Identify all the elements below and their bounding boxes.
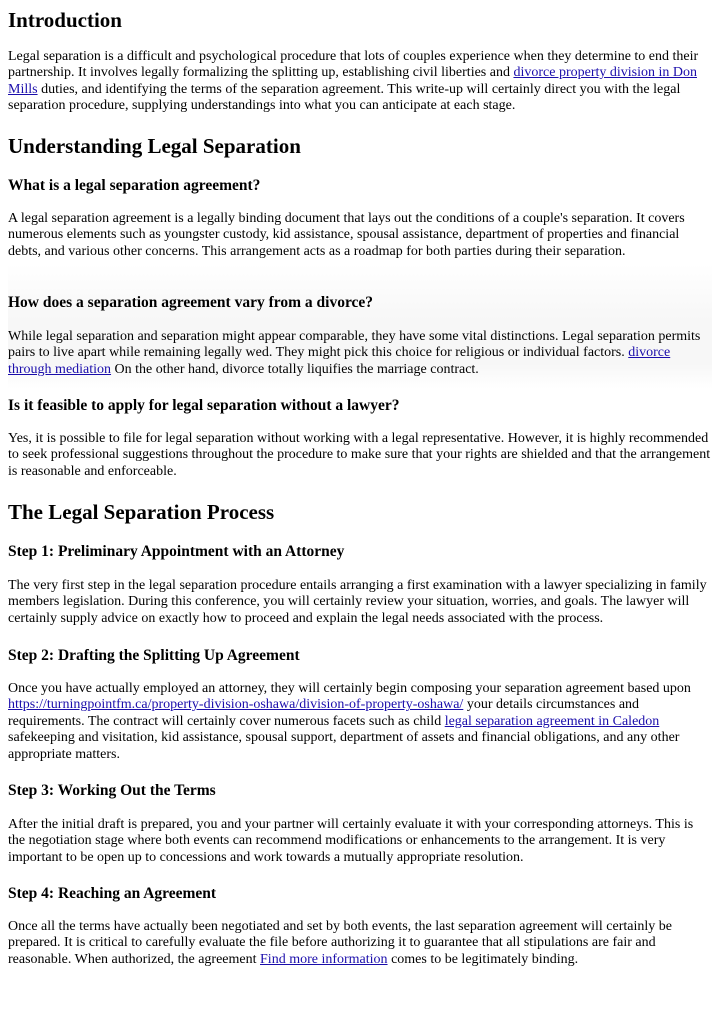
heading-step-3: Step 3: Working Out the Terms — [8, 782, 216, 799]
paragraph-step-2 — [8, 681, 712, 763]
heading-what-is-agreement: What is a legal separation agreement? — [8, 177, 261, 194]
heading-step-2: Step 2: Drafting the Splitting Up Agreement — [8, 647, 300, 664]
step4-text-a: Once all the terms have actually been negotiated and set by both events, the last separation agreement will certainly be prepared. It is critical to carefully evaluate the file before authorizing it to guarantee that all stipulations are fair and reasonable. When authorized, the agreement — [8, 919, 672, 967]
link-find-more-information[interactable]: Find more information — [260, 951, 388, 967]
heading-step-4: Step 4: Reaching an Agreement — [8, 885, 217, 902]
heading-understanding: Understanding Legal Separation — [8, 134, 301, 158]
link-legal-separation-agreement-caledon[interactable]: legal separation agreement in Caledon — [444, 713, 660, 729]
link-divorce-property-division[interactable]: divorce property division in Don Mills — [8, 65, 697, 97]
step2-text-b: your details circumstances and requirements. The contract will certainly cover numerous facets such as child — [8, 697, 640, 729]
vs-text-a: While legal separation and separation might appear comparable, they have some vital distinctions. Legal separation permits pairs to live apart while remaining legally wed. They might pick this choice for religious or individual factors. — [8, 329, 701, 361]
paragraph-without-lawyer: Yes, it is possible to file for legal separation without working with a legal representative. However, it is highly recommended to seek professional suggestions throughout the procedure to make sure that your rights are shielded and that the arrangement is reasonable and enforceable. — [8, 431, 711, 479]
paragraph-step-4 — [8, 919, 712, 968]
heading-step-1: Step 1: Preliminary Appointment with an Attorney — [8, 543, 345, 560]
step4-text-b: comes to be legitimately binding. — [387, 951, 579, 967]
vs-text-b: On the other hand, divorce totally liquifies the marriage contract. — [111, 361, 479, 377]
paragraph-step-1: The very first step in the legal separation procedure entails arranging a first examination with a lawyer specializing in family members legislation. During this conference, you will certainly review your situation, worries, and goals. The lawyer will certainly supply advice on exactly how to proceed and explain the legal needs associated with the process. — [8, 578, 707, 626]
heading-without-lawyer: Is it feasible to apply for legal separation without a lawyer? — [8, 397, 400, 414]
paragraph-step-3: After the initial draft is prepared, you and your partner will certainly evaluate it with your corresponding attorneys. This is the negotiation stage where both events can recommend modifications or enhancements to the arrangement. It is very important to be open up to concessions and work towards a mutually appropriate resolution. — [8, 817, 694, 865]
intro-text-a: Legal separation is a difficult and psychological procedure that lots of couples experience when they determine to end their partnership. It involves legally formalizing the splitting up, establishing civil liberties and — [8, 49, 699, 81]
link-turningpointfm-url[interactable]: https://turningpointfm.ca/property-division-oshawa/division-of-property-oshawa/ — [8, 697, 464, 713]
step2-text-c: safekeeping and visitation, kid assistance, spousal support, department of assets and financial obligations, and any other appropriate matters. — [8, 730, 680, 762]
heading-agreement-vs-divorce: How does a separation agreement vary from a divorce? — [8, 294, 374, 311]
heading-introduction: Introduction — [8, 8, 122, 32]
intro-paragraph — [8, 49, 712, 115]
heading-process: The Legal Separation Process — [8, 500, 275, 524]
paragraph-what-is-agreement: A legal separation agreement is a legally binding document that lays out the conditions of a couple's separation. It covers numerous elements such as youngster custody, kid assistance, spousal assistance, department of properties and financial debts, and various other concerns. This arrangement acts as a roadmap for both parties during their separation. — [8, 211, 685, 259]
intro-text-b: duties, and identifying the terms of the separation agreement. This write-up will certainly direct you with the legal separation procedure, supplying understandings into what you can anticipate at each stage. — [8, 81, 681, 114]
step2-text-a: Once you have actually employed an attorney, they will certainly begin composing your separation agreement based upon — [8, 681, 691, 696]
link-divorce-through-mediation[interactable]: divorce through mediation — [8, 345, 671, 377]
paragraph-agreement-vs-divorce — [8, 329, 712, 378]
